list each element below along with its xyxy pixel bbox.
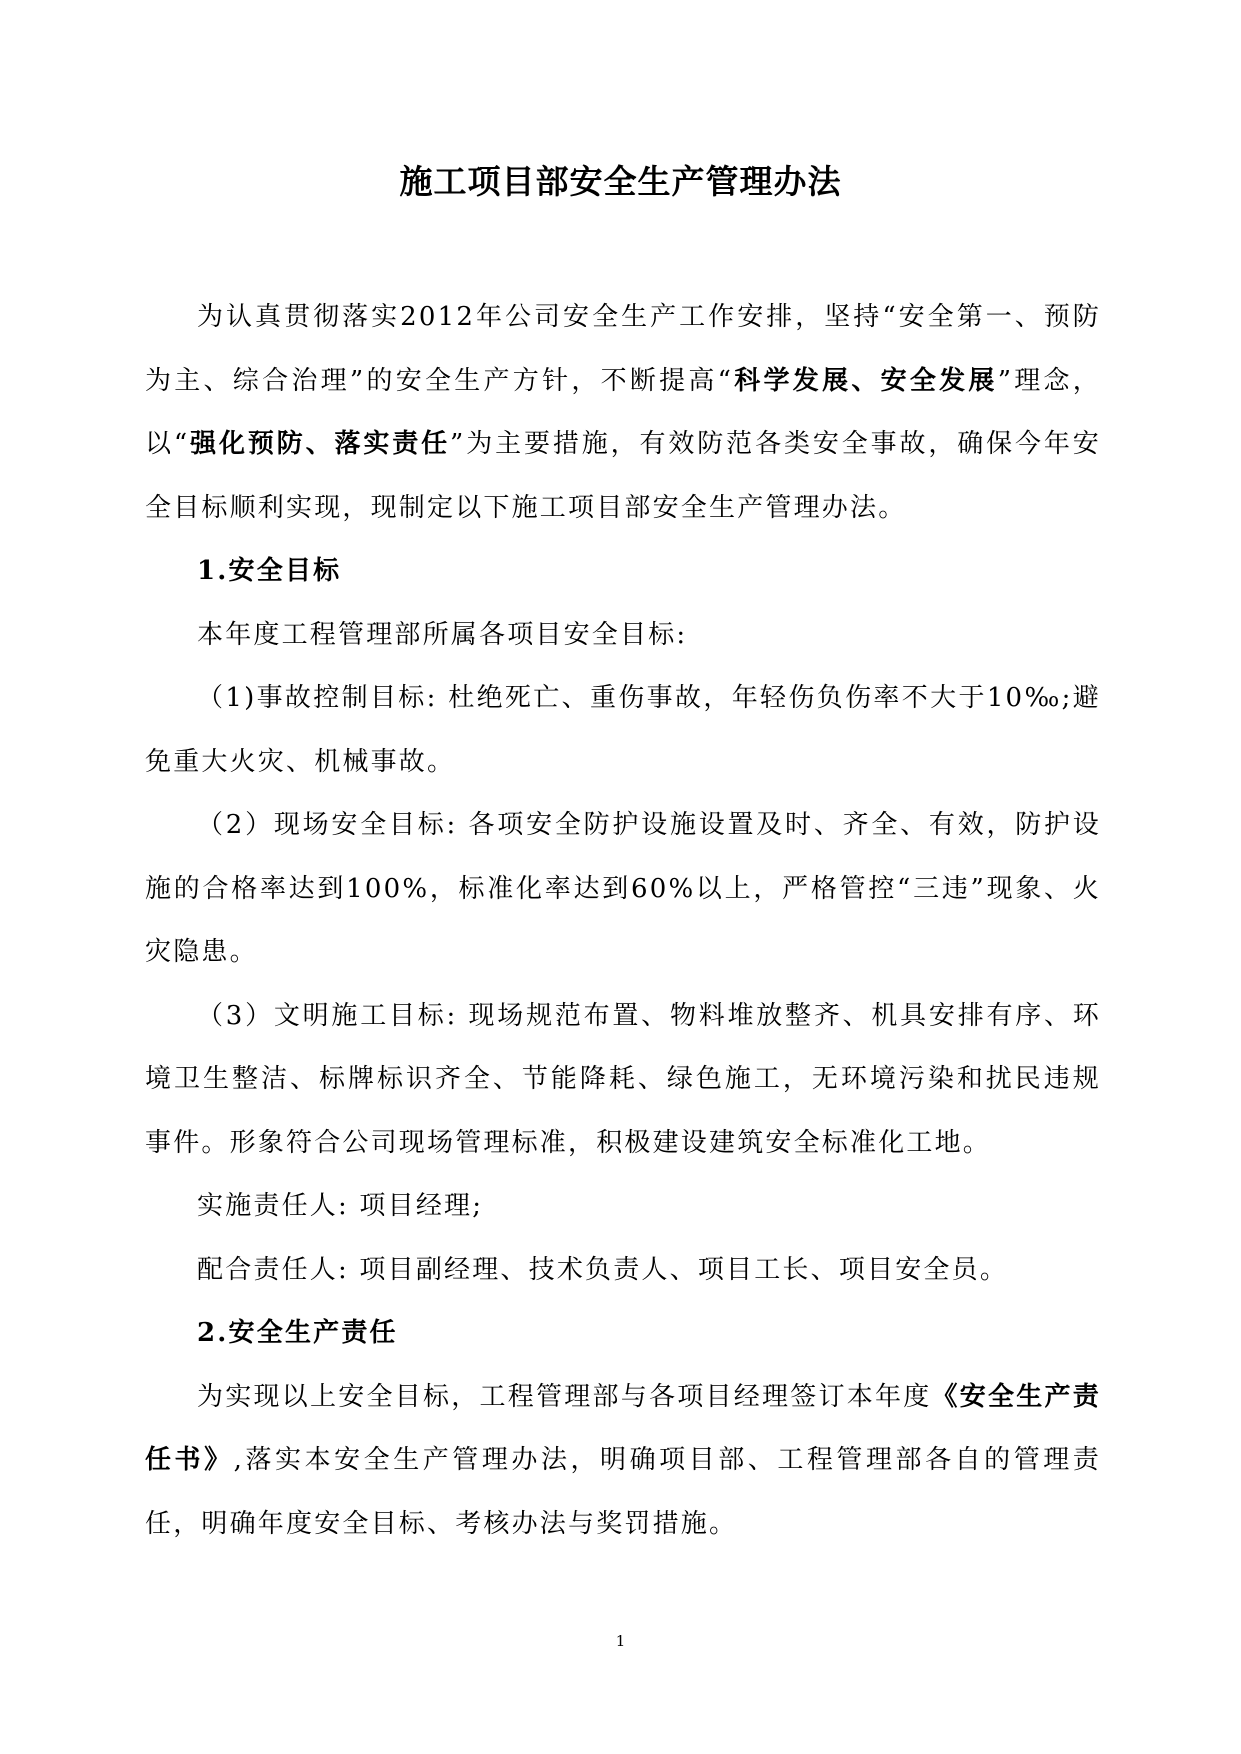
intro-text-part-1: 为认真贯彻落实2012年公司安全生产工作安排，坚持“安全第一、预防为主、综合治理”的安全生产方针，不断提高“	[145, 302, 1101, 396]
section-2-text-part-2: ,落实本安全生产管理办法，明确项目部、工程管理部各自的管理责任，明确年度安全目标、考核办法与奖罚措施。	[145, 1445, 1102, 1539]
section-2-text-part-1: 为实现以上安全目标，工程管理部与各项目经理签订本年度	[197, 1381, 932, 1412]
cooperating-person-line: 配合责任人: 项目副经理、技术负责人、项目工长、项目安全员。	[197, 1254, 1009, 1285]
intro-paragraph	[145, 286, 1101, 540]
intro-text-part-3: ”为主要措施，有效防范各类安全事故，确保今年安全目标顺利实现，现制定以下施工项目部安全生产管理办法。	[145, 429, 1101, 523]
goal-1-paragraph: （1)事故控制目标: 杜绝死亡、重伤事故，年轻伤负伤率不大于10‰;避免重大火灾、机械事故。	[145, 683, 1101, 777]
section-2-paragraph	[145, 1366, 1101, 1557]
responsibility-book-title: 《安全生产责任书》	[145, 1381, 1102, 1475]
intro-text-part-2: ”理念，以“	[145, 365, 1101, 459]
goals-intro-paragraph: 本年度工程管理部所属各项目安全目标:	[197, 619, 688, 650]
goal-2-paragraph: （2）现场安全目标: 各项安全防护设施设置及时、齐全、有效，防护设施的合格率达到100%，标准化率达到60%以上，严格管控“三违”现象、火灾隐患。	[145, 810, 1101, 967]
intro-emphasis-2: 强化预防、落实责任	[189, 429, 451, 459]
page-number: 1	[615, 1632, 626, 1650]
section-1-heading: 1.安全目标	[197, 556, 342, 586]
goal-3-paragraph: （3）文明施工目标: 现场规范布置、物料堆放整齐、机具安排有序、环境卫生整洁、标牌标识齐全、节能降耗、绿色施工，无环境污染和扰民违规事件。形象符合公司现场管理标准，积极建设建筑安全标准化工地。	[145, 1000, 1101, 1158]
responsible-person-line: 实施责任人: 项目经理;	[197, 1191, 484, 1221]
intro-emphasis-1: 科学发展、安全发展	[733, 365, 998, 396]
document-title: 施工项目部安全生产管理办法	[399, 162, 842, 201]
document-body	[145, 286, 1101, 1556]
section-2-heading: 2.安全生产责任	[197, 1318, 398, 1348]
